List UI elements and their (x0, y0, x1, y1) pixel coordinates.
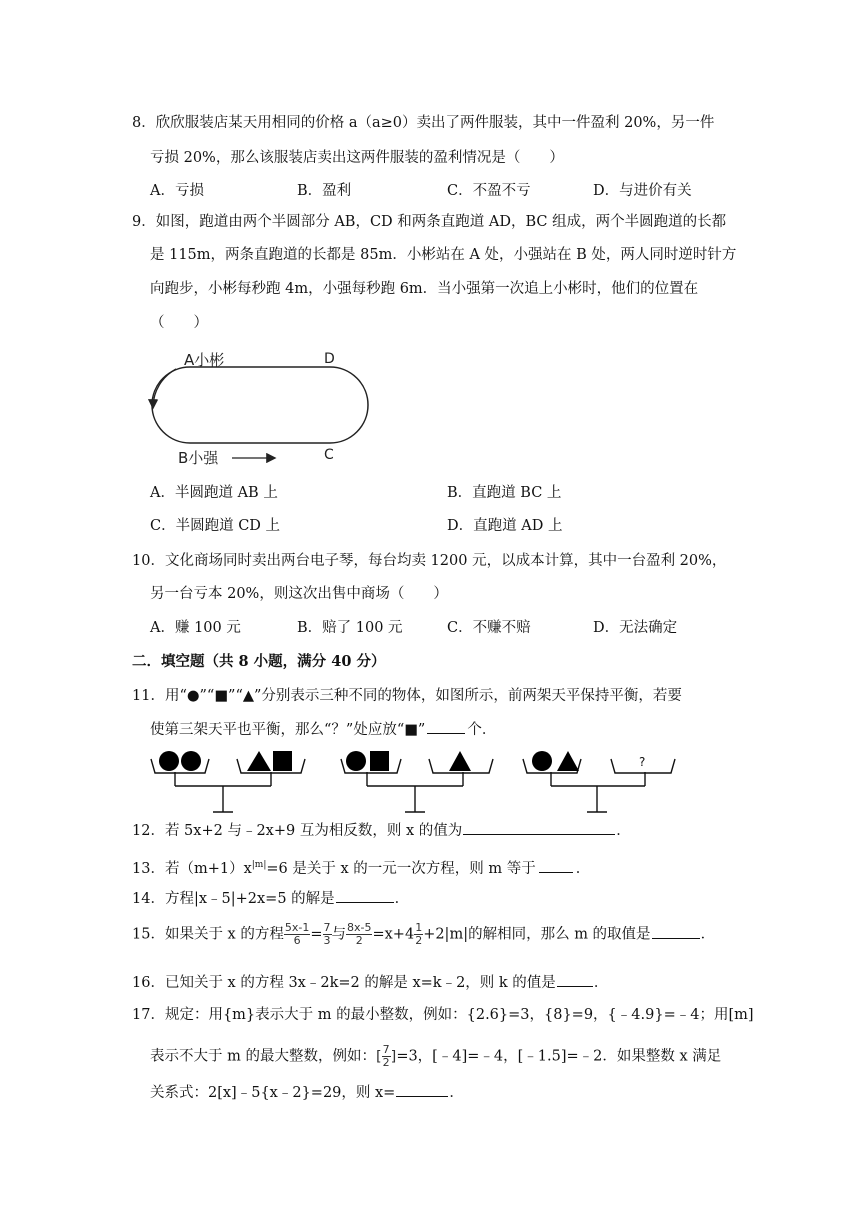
q11-answer-blank[interactable] (427, 719, 465, 734)
fraction-4-denominator: 2 (415, 934, 423, 947)
q11-line2-text: 使第三架天平也平衡，那么“？”处应放“■” (150, 722, 426, 738)
q10-option-d: D．无法确定 (593, 620, 678, 636)
circle-shape (181, 751, 201, 771)
q16-line (132, 972, 608, 993)
circle-shape (532, 751, 552, 771)
q8-option-c: C．不盈不亏 (447, 183, 531, 199)
q15-end: ． (700, 926, 716, 943)
q14-line (132, 888, 409, 909)
q13-exponent: |m| (251, 860, 267, 870)
bracket-fraction-denominator: 2 (382, 1056, 390, 1069)
question-mark-label: ? (639, 755, 646, 769)
fraction-3-denominator: 2 (355, 934, 363, 947)
q11-line1: 11．用“●”“■”“▲”分别表示三种不同的物体，如图所示，前两架天平保持平衡，若要 (132, 688, 682, 704)
q14-answer-blank[interactable] (336, 888, 394, 903)
q12-answer-blank[interactable] (463, 820, 615, 835)
q15-text-a: 15．如果关于 x 的方程 (132, 926, 284, 943)
q17-line2-text-b: =3，[﹣4]=﹣4，[﹣1.5]=﹣2．如果整数 x 满足 (396, 1048, 722, 1065)
q9-line4: （ ） (150, 315, 208, 331)
q13-text-a: 13．若（m+1）x (132, 860, 252, 877)
q12-line (132, 820, 631, 841)
fraction-3 (346, 922, 372, 947)
fraction-2-numerator: 7 (323, 921, 331, 934)
circle-shape (346, 751, 366, 771)
triangle-shape (449, 751, 471, 771)
q9-option-d: D．直跑道 AD 上 (447, 518, 563, 534)
q8-option-d: D．与进价有关 (593, 183, 692, 199)
fraction-2 (323, 922, 332, 947)
triangle-shape (557, 751, 579, 771)
q8-line2: 亏损 20%，那么该服装店卖出这两件服装的盈利情况是（ ） (150, 150, 564, 166)
q8-option-b: B．盈利 (297, 183, 352, 199)
q17-line2-text-a: 表示不大于 m 的最大整数，例如： (150, 1048, 376, 1065)
q17-end: ． (449, 1085, 464, 1101)
q15-line (132, 922, 715, 947)
q11-line2 (150, 719, 496, 740)
fraction-4-numerator: 1 (415, 921, 423, 934)
q12-text: 12．若 5x+2 与﹣2x+9 互为相反数，则 x 的值为 (132, 823, 463, 839)
bracket-fraction (382, 1044, 391, 1069)
q17-answer-blank[interactable] (396, 1082, 448, 1097)
q14-end: ． (394, 891, 410, 907)
q13-line (132, 855, 590, 879)
label-b: B小强 (178, 449, 219, 467)
q10-line2: 另一台亏本 20%，则这次出售中商场（ ） (150, 586, 448, 602)
q14-text: 14．方程|x﹣5|+2x=5 的解是 (132, 891, 335, 907)
balance-scales-figure (145, 742, 685, 822)
q17-line3 (150, 1082, 464, 1103)
q9-option-b: B．直跑道 BC 上 (447, 485, 562, 501)
q13-text-b: =6 是关于 x 的一元一次方程，则 m 等于 (266, 860, 536, 877)
q9-option-a: A．半圆跑道 AB 上 (150, 485, 278, 501)
q12-end: ． (616, 823, 631, 839)
fraction-1 (284, 922, 310, 947)
fraction-4 (414, 922, 423, 947)
q9-line3: 向跑步，小彬每秒跑 4m，小强每秒跑 6m．当小强第一次追上小彬时，他们的位置在 (150, 281, 699, 297)
q17-line2 (150, 1044, 721, 1069)
q15-tail: +2|m|的解相同，那么 m 的取值是 (423, 926, 651, 943)
label-a: A小彬 (184, 351, 225, 369)
q10-option-c: C．不赚不赔 (447, 620, 531, 636)
square-shape (273, 751, 292, 771)
bracket-fraction-numerator: 7 (382, 1043, 390, 1056)
fraction-2-denominator: 3 (323, 934, 331, 947)
section-2-heading: 二．填空题（共 8 小题，满分 40 分） (132, 653, 386, 670)
q15-eq2: =x+4 (372, 926, 415, 943)
q15-answer-blank[interactable] (652, 924, 700, 939)
fraction-1-numerator: 5x-1 (284, 921, 310, 934)
track-figure (140, 345, 380, 470)
q8-line1: 8．欣欣服装店某天用相同的价格 a（a≥0）卖出了两件服装，其中一件盈利 20%，另一件 (132, 115, 715, 131)
triangle-shape (247, 751, 271, 771)
q9-line2: 是 115m，两条直跑道的长都是 85m．小彬站在 A 处，小强站在 B 处，两人同时逆时针方 (150, 247, 737, 263)
q17-line1: 17．规定：用{m}表示大于 m 的最小整数，例如：{2.6}=3，{8}=9，{﹣4.9}=﹣4；用[m] (132, 1007, 754, 1023)
q13-end: ． (575, 860, 591, 877)
q15-mid: 与 (331, 926, 346, 943)
fraction-3-numerator: 8x-5 (347, 921, 372, 934)
q17-line3-text: 关系式：2[x]﹣5{x﹣2}=29，则 x= (150, 1085, 396, 1101)
q9-line1: 9．如图，跑道由两个半圆部分 AB，CD 和两条直跑道 AD，BC 组成，两个半圆跑道的长都 (132, 214, 727, 230)
q13-answer-blank[interactable] (539, 858, 573, 873)
q16-end: ． (593, 975, 609, 991)
q10-option-b: B．赔了 100 元 (297, 620, 403, 636)
floor-bracket-example: [ $\frac{7}{2}$ ] (375, 1043, 397, 1069)
q11-line2-end: 个． (467, 722, 497, 738)
fraction-1-denominator: 6 (293, 934, 301, 947)
q8-option-a: A．亏损 (150, 183, 204, 199)
q10-line1: 10．文化商场同时卖出两台电子琴，每台均卖 1200 元，以成本计算，其中一台盈利 20%， (132, 553, 727, 569)
q10-option-a: A．赚 100 元 (150, 620, 241, 636)
q15-eq1: = (310, 926, 323, 943)
label-d: D (324, 351, 335, 367)
label-c: C (324, 447, 334, 463)
q9-option-c: C．半圆跑道 CD 上 (150, 518, 281, 534)
circle-shape (159, 751, 179, 771)
track-outline (152, 367, 368, 443)
q16-text: 16．已知关于 x 的方程 3x﹣2k=2 的解是 x=k﹣2，则 k 的值是 (132, 975, 556, 991)
q16-answer-blank[interactable] (557, 972, 593, 987)
square-shape (370, 751, 389, 771)
